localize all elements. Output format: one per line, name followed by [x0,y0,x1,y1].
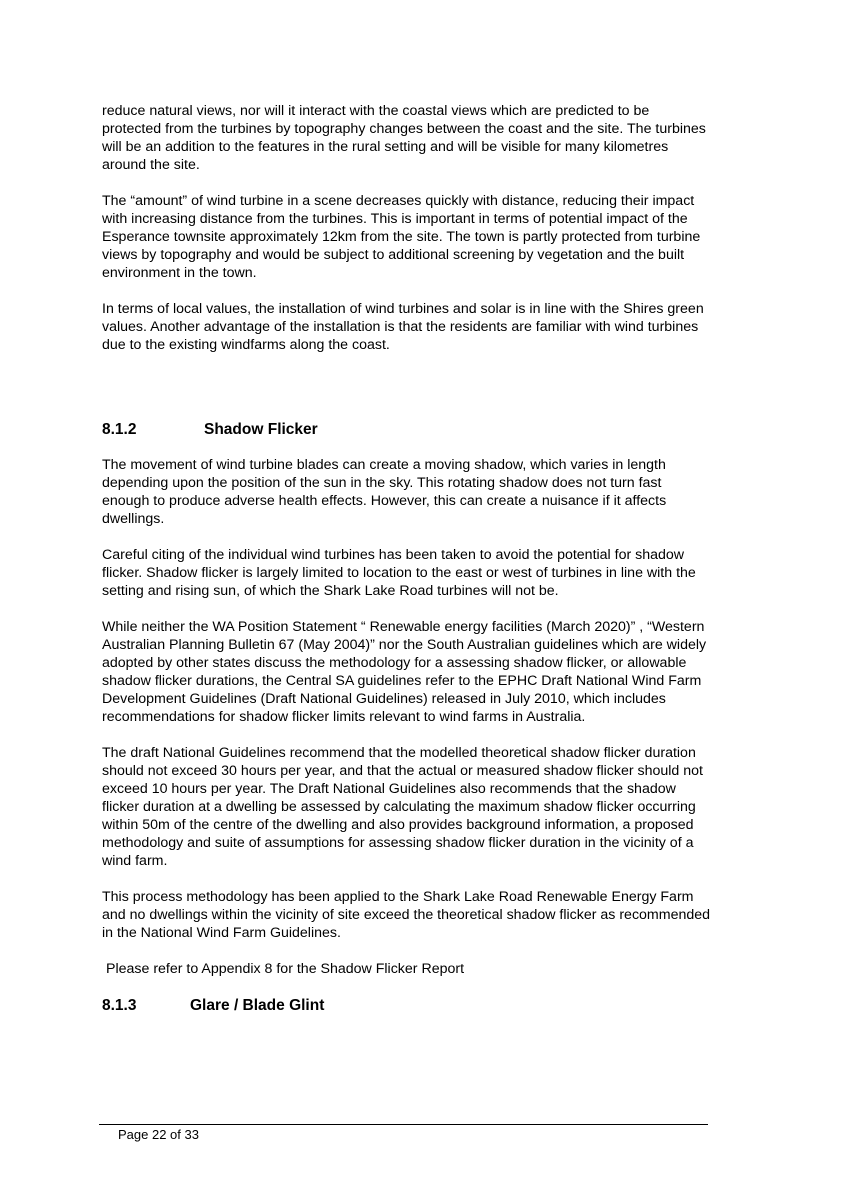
shadow-flicker-paragraph-4: The draft National Guidelines recommend that the modelled theoretical shadow flicker duration should not exceed 30 hours per year, and that the actual or measured shadow flicker should not exceed 10 hours per year. The Draft National Guidelines also recommends that the shadow flicker duration at a dwelling be assessed by calculating the maximum shadow flicker occurring within 50m of the centre of the dwelling and also provides background information, a proposed methodology and suite of assumptions for assessing shadow flicker duration in the vicinity of a wind farm. [102,745,703,869]
section-number: 8.1.3 [102,997,137,1014]
appendix-reference: Please refer to Appendix 8 for the Shadow Flicker Report [106,961,465,977]
section-heading-shadow-flicker [102,420,712,440]
footer-divider [99,1124,708,1125]
intro-paragraph-2: The “amount” of wind turbine in a scene decreases quickly with distance, reducing their impact with increasing distance from the turbines. This is important in terms of potential impact of the Esperance townsite approximately 12km from the site. The town is partly protected from turbine views by topography and would be subject to additional screening by vegetation and the built environment in the town. [102,193,701,281]
shadow-flicker-paragraph-3: While neither the WA Position Statement “ Renewable energy facilities (March 2020)” , “Western Australian Planning Bulletin 67 (May 2004)” nor the South Australian guidelines which are widely adopted by other states discuss the methodology for a assessing shadow flicker, or allowable shadow flicker durations, the Central SA guidelines refer to the EPHC Draft National Wind Farm Development Guidelines (Draft National Guidelines) released in July 2010, which includes recommendations for shadow flicker limits relevant to wind farms in Australia. [102,619,707,725]
intro-paragraph-3: In terms of local values, the installation of wind turbines and solar is in line with the Shires green values. Another advantage of the installation is that the residents are familiar with wind turbines due to the existing windfarms along the coast. [102,301,704,353]
section-number: 8.1.2 [102,421,137,438]
shadow-flicker-paragraph-2: Careful citing of the individual wind turbines has been taken to avoid the potential for shadow flicker. Shadow flicker is largely limited to location to the east or west of turbines in line with the setting and rising sun, of which the Shark Lake Road turbines will not be. [102,547,696,599]
section-heading-glare [102,996,712,1016]
page-number: Page 22 of 33 [118,1127,199,1142]
section-title: Glare / Blade Glint [190,997,325,1014]
page-content [102,102,712,1016]
shadow-flicker-paragraph-5: This process methodology has been applied to the Shark Lake Road Renewable Energy Farm and no dwellings within the vicinity of site exceed the theoretical shadow flicker as recommended in the National Wind Farm Guidelines. [102,889,711,941]
intro-paragraph-1: reduce natural views, nor will it interact with the coastal views which are predicted to be protected from the turbines by topography changes between the coast and the site. The turbines will be an addition to the features in the rural setting and will be visible for many kilometres around the site. [102,103,706,173]
section-title: Shadow Flicker [204,421,318,438]
shadow-flicker-paragraph-1: The movement of wind turbine blades can create a moving shadow, which varies in length depending upon the position of the sun in the sky. This rotating shadow does not turn fast enough to produce adverse health effects. However, this can create a nuisance if it affects dwellings. [102,457,667,527]
